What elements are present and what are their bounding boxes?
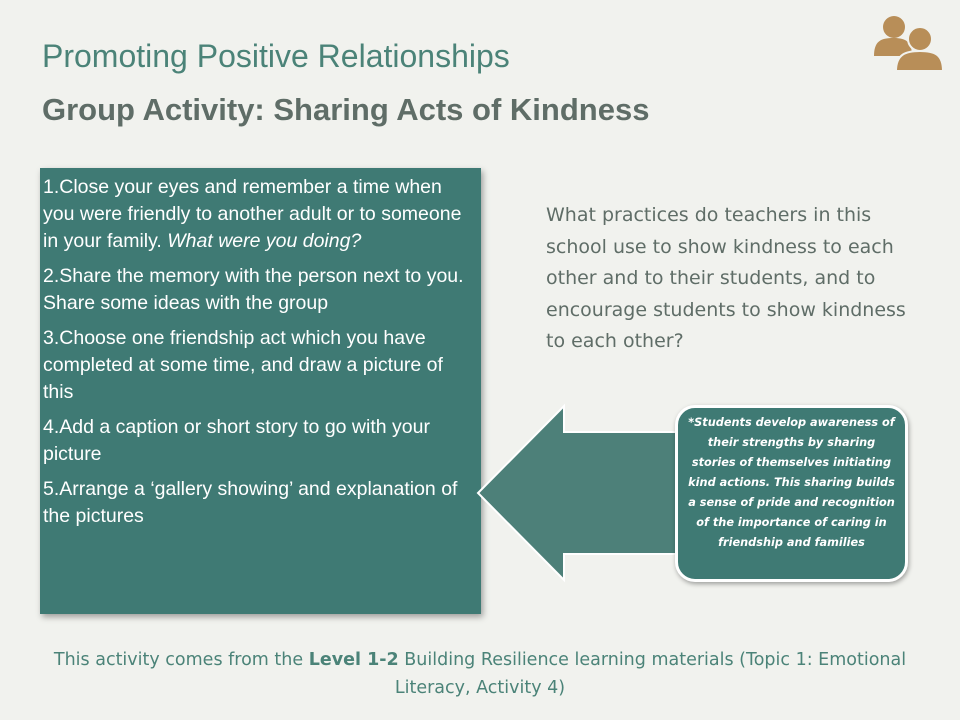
- step-3: 3.Choose one friendship act which you have completed at some time, and draw a picture of this: [43, 327, 443, 403]
- reflection-question: What practices do teachers in this school use to show kindness to each other and to their students, and to encourage students to show kindness to each other?: [546, 204, 906, 352]
- people-icon: [872, 14, 944, 72]
- note-text: *Students develop awareness of their strengths by sharing stories of themselves initiating kind actions. This sharing builds a sense of pride and recognition of the importance of caring in friendship and families: [688, 416, 895, 549]
- step-2: 2.Share the memory with the person next to you. Share some ideas with the group: [43, 265, 464, 314]
- source-footer: This activity comes from the Level 1-2 Building Resilience learning materials (Topic 1: Emotional Literacy, Activity 4): [53, 650, 907, 698]
- step-5: 5.Arrange a ‘gallery showing’ and explanation of the pictures: [43, 478, 458, 527]
- slide-subtitle: Group Activity: Sharing Acts of Kindness: [42, 92, 650, 127]
- left-arrow-shape: [474, 400, 684, 586]
- step-1: 1.Close your eyes and remember a time when you were friendly to another adult or to someone in your family. What were you doing?: [43, 176, 462, 252]
- note-callout: [675, 405, 908, 582]
- step-4: 4.Add a caption or short story to go with your picture: [43, 416, 430, 465]
- slide-title: Promoting Positive Relationships: [42, 38, 510, 74]
- activity-steps-box: [40, 168, 481, 614]
